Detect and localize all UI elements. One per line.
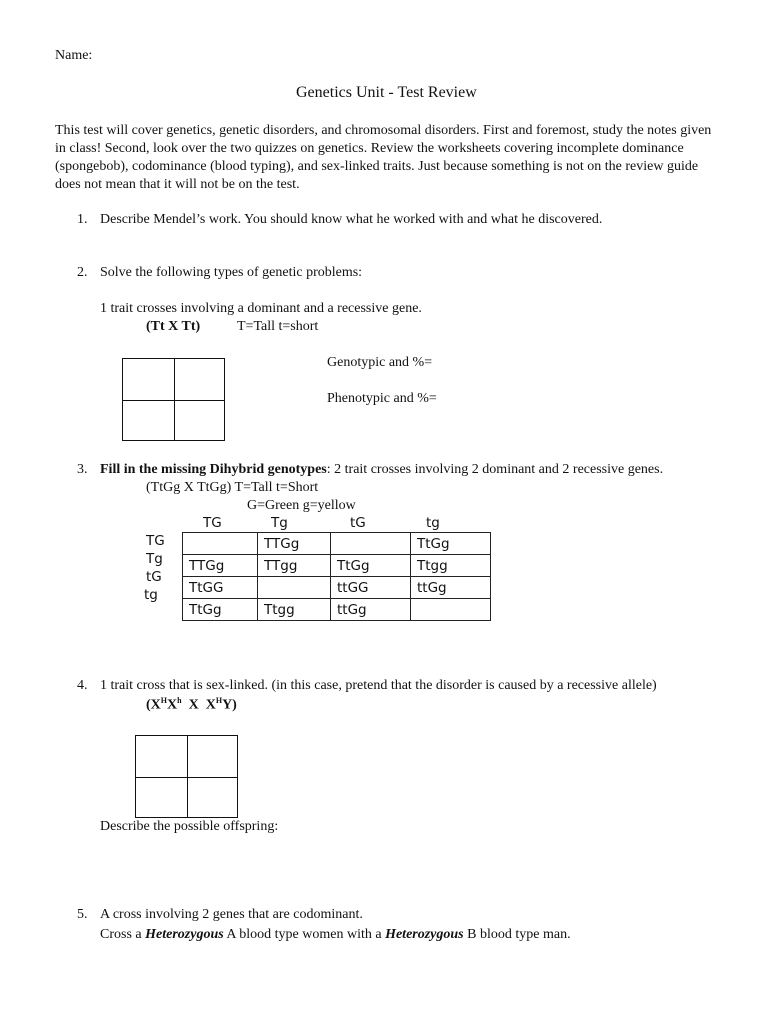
table-cell: TtGg: [183, 599, 258, 621]
table-cell: [411, 599, 491, 621]
table-cell: TtGg: [411, 533, 491, 555]
col-header-Tg: Tg: [271, 515, 288, 531]
q2-number: 2.: [77, 265, 88, 280]
q4-describe-label: Describe the possible offspring:: [100, 819, 279, 834]
table-cell: [258, 577, 331, 599]
q4-cross: ($X^HX^h$ X $X^HY$): [146, 696, 237, 713]
table-cell: ttGg: [411, 577, 491, 599]
q3-cross: (TtGg X TtGg) T=Tall t=Short: [146, 480, 319, 495]
table-cell: TtGG: [183, 577, 258, 599]
q5-number: 5.: [77, 907, 88, 922]
q3-number: 3.: [77, 462, 88, 477]
row-header-TG: TG: [146, 533, 165, 549]
table-cell: TtGg: [331, 555, 411, 577]
page-title: Genetics Unit - Test Review: [296, 84, 477, 101]
q1-text: Describe Mendel’s work. You should know what he worked with and what he discovered.: [100, 212, 603, 227]
table-cell: Ttgg: [258, 599, 331, 621]
col-header-tg: tg: [426, 515, 440, 531]
q5-heterozygous-2: Heterozygous: [385, 927, 464, 942]
table-row: [183, 577, 491, 599]
dihybrid-punnett-table: [182, 532, 491, 621]
q2-genotypic-label: Genotypic and %=: [327, 355, 433, 370]
q5-text: A cross involving 2 genes that are codominant.: [100, 907, 363, 922]
table-row: [183, 533, 491, 555]
q3-bold-text: Fill in the missing Dihybrid genotypes: [100, 462, 327, 477]
table-row: [183, 555, 491, 577]
q4-punnett-square: [135, 735, 238, 818]
col-header-tG: tG: [350, 515, 366, 531]
q2-phenotypic-label: Phenotypic and %=: [327, 391, 437, 406]
q3-rest-text: : 2 trait crosses involving 2 dominant and 2 recessive genes.: [326, 462, 664, 477]
q3-text: [100, 462, 663, 478]
q4-number: 4.: [77, 678, 88, 693]
q1-number: 1.: [77, 212, 88, 227]
table-cell: [331, 533, 411, 555]
row-header-tG: tG: [146, 569, 162, 585]
q2-cross: (Tt X Tt): [146, 319, 201, 334]
intro-paragraph: This test will cover genetics, genetic disorders, and chromosomal disorders. First and foremost, study the notes given in class! Second, look over the two quizzes on genetics. Review the worksheets covering incomplete dominance (spongebob), codominance (blood typing), and sex-linked traits. Just because something is not on the review guide does not mean that it will not be on the test.: [55, 123, 712, 192]
q5-heterozygous-1: Heterozygous: [145, 927, 224, 942]
table-row: [183, 599, 491, 621]
col-header-TG: TG: [203, 515, 222, 531]
name-label: Name:: [55, 48, 93, 63]
q2-punnett-square: [122, 358, 225, 441]
q4-text: 1 trait cross that is sex-linked. (in this case, pretend that the disorder is caused by a recessive allele): [100, 678, 657, 693]
row-header-Tg: Tg: [146, 551, 163, 567]
q2-subtext: 1 trait crosses involving a dominant and a recessive gene.: [100, 301, 422, 316]
row-header-tg: tg: [144, 587, 158, 603]
q5-line2: Cross a Heterozygous A blood type women with a Heterozygous B blood type man.: [100, 927, 571, 942]
table-cell: ttGg: [331, 599, 411, 621]
q2-text: Solve the following types of genetic problems:: [100, 265, 363, 280]
table-cell: TTGg: [183, 555, 258, 577]
table-cell: TTGg: [258, 533, 331, 555]
table-cell: Ttgg: [411, 555, 491, 577]
q2-key: T=Tall t=short: [237, 319, 319, 334]
q3-key: G=Green g=yellow: [247, 498, 356, 513]
table-cell: [183, 533, 258, 555]
table-cell: TTgg: [258, 555, 331, 577]
table-cell: ttGG: [331, 577, 411, 599]
